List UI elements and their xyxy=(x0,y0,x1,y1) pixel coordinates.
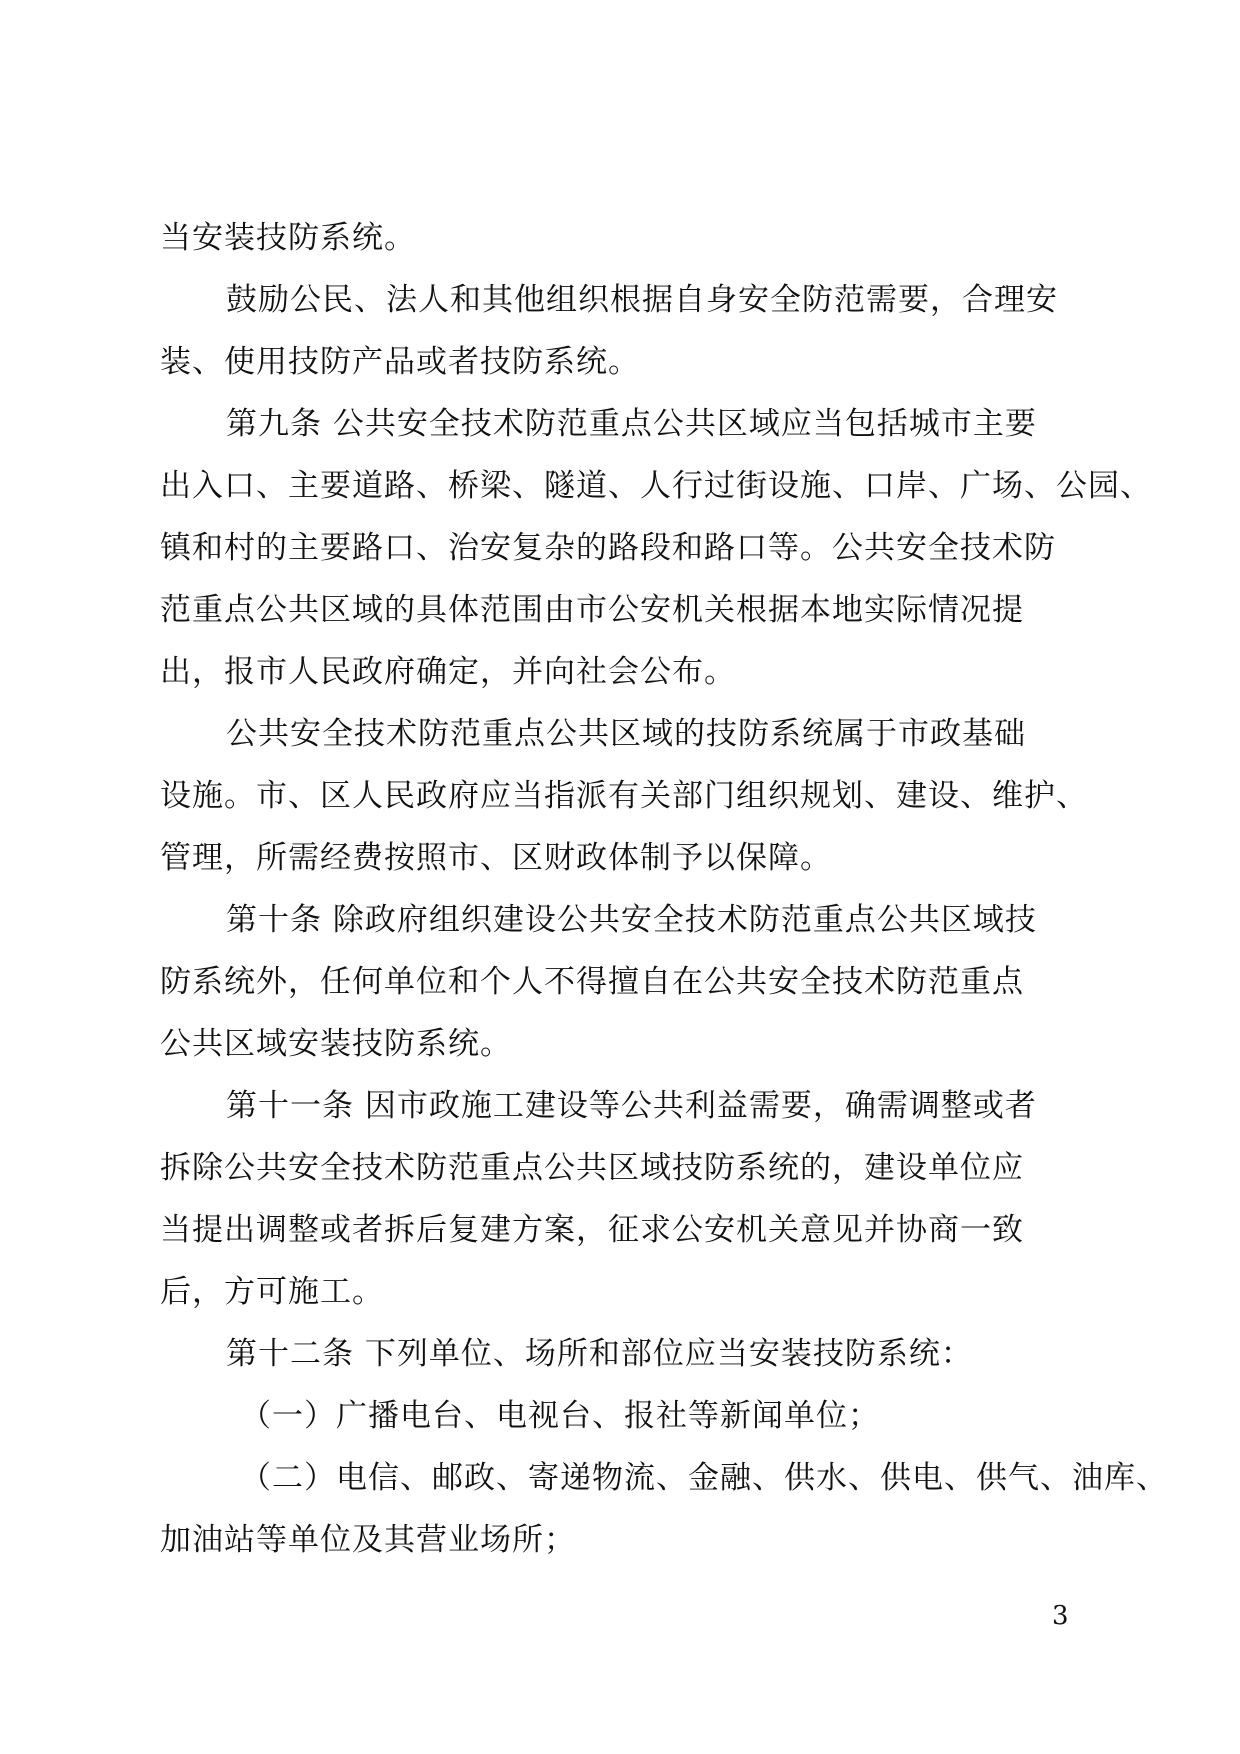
article-9-heading-line: 第九条 公共安全技术防范重点公共区域应当包括城市主要 xyxy=(226,406,1037,442)
text-line: 防系统外，任何单位和个人不得擅自在公共安全技术防范重点 xyxy=(160,964,1024,1000)
article-10-heading-line: 第十条 除政府组织建设公共安全技术防范重点公共区域技 xyxy=(226,902,1037,938)
text-line: 出，报市人民政府确定，并向社会公布。 xyxy=(160,654,736,690)
text-line: 当提出调整或者拆后复建方案，征求公安机关意见并协商一致 xyxy=(160,1212,1024,1248)
text-line: 后，方可施工。 xyxy=(160,1274,384,1310)
text-line: 公共区域安装技防系统。 xyxy=(160,1026,512,1062)
article-11-heading-line: 第十一条 因市政施工建设等公共利益需要，确需调整或者 xyxy=(226,1088,1037,1124)
text-line: 设施。市、区人民政府应当指派有关部门组织规划、建设、维护、 xyxy=(160,778,1088,814)
text-line: 拆除公共安全技术防范重点公共区域技防系统的，建设单位应 xyxy=(160,1150,1024,1186)
text-line: 当安装技防系统。 xyxy=(160,220,416,256)
text-line: 公共安全技术防范重点公共区域的技防系统属于市政基础 xyxy=(226,716,1026,752)
list-item-2-continuation: 加油站等单位及其营业场所； xyxy=(160,1522,576,1558)
article-12-heading-line: 第十二条 下列单位、场所和部位应当安装技防系统： xyxy=(226,1336,973,1372)
list-item-2: （二）电信、邮政、寄递物流、金融、供水、供电、供气、油库、 xyxy=(240,1460,1168,1496)
list-item-1: （一）广播电台、电视台、报社等新闻单位； xyxy=(240,1398,880,1434)
text-line: 装、使用技防产品或者技防系统。 xyxy=(160,344,640,380)
text-line: 管理，所需经费按照市、区财政体制予以保障。 xyxy=(160,840,832,876)
page-number: 3 xyxy=(1052,1601,1069,1631)
text-line: 出入口、主要道路、桥梁、隧道、人行过街设施、口岸、广场、公园、 xyxy=(160,468,1152,504)
text-line: 范重点公共区域的具体范围由市公安机关根据本地实际情况提 xyxy=(160,592,1024,628)
text-line: 镇和村的主要路口、治安复杂的路段和路口等。公共安全技术防 xyxy=(160,530,1056,566)
text-line: 鼓励公民、法人和其他组织根据自身安全防范需要，合理安 xyxy=(226,282,1058,318)
